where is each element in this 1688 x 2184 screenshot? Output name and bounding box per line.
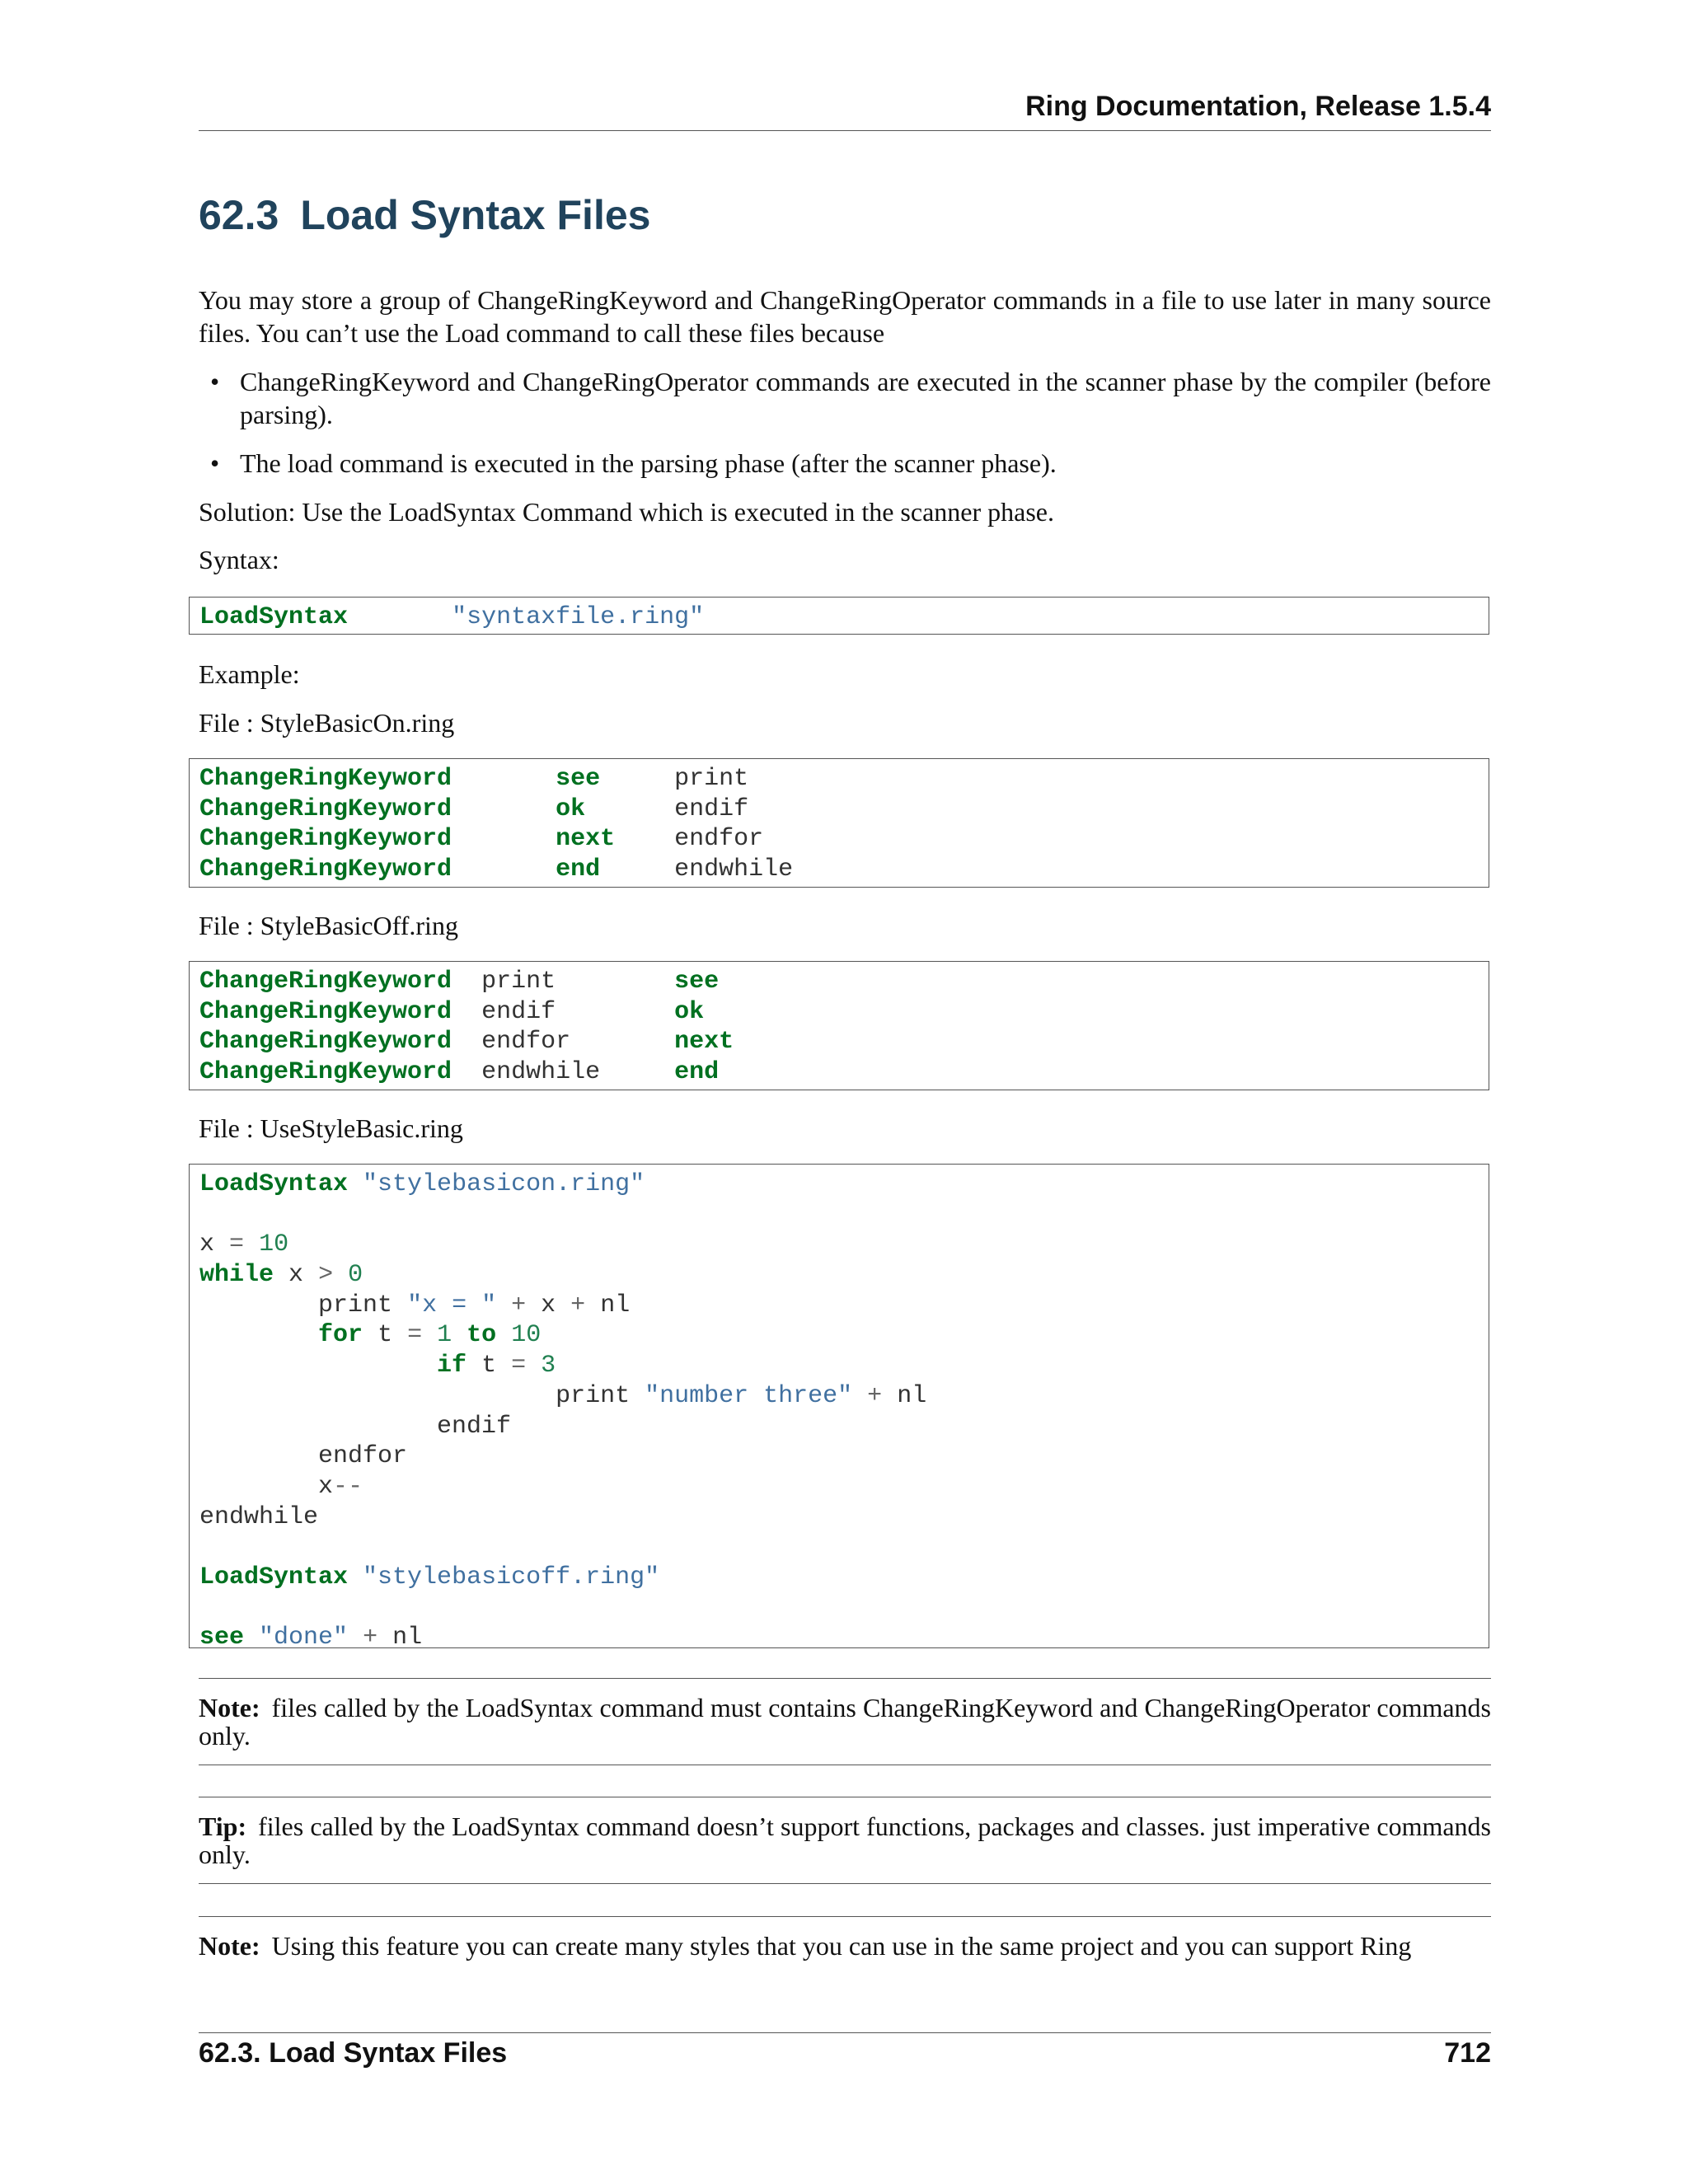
code-keyword: end bbox=[674, 1058, 720, 1087]
code-line bbox=[199, 1472, 1489, 1502]
code-string: "stylebasicon.ring" bbox=[363, 1170, 645, 1198]
code-line bbox=[199, 1593, 1489, 1624]
code-keyword: ChangeRingKeyword bbox=[199, 1058, 482, 1087]
code-line bbox=[199, 1563, 1489, 1593]
code-keyword: ChangeRingKeyword bbox=[199, 855, 556, 884]
code-line bbox=[199, 602, 1489, 633]
code-line bbox=[199, 967, 1489, 997]
code-operator: = bbox=[229, 1230, 245, 1259]
code-line bbox=[199, 1412, 1489, 1442]
code-identifier: nl bbox=[897, 1381, 927, 1410]
code-line bbox=[199, 1351, 1489, 1381]
code-identifier: endfor bbox=[318, 1442, 408, 1471]
code-keyword: for bbox=[318, 1321, 363, 1350]
code-plain: endif bbox=[481, 997, 675, 1026]
code-line bbox=[199, 1200, 1489, 1230]
code-line bbox=[199, 1320, 1489, 1351]
code-number: 3 bbox=[541, 1352, 556, 1380]
code-plain: endif bbox=[585, 794, 749, 823]
code-keyword: if bbox=[437, 1352, 467, 1380]
code-string: "number three" bbox=[645, 1381, 853, 1410]
code-keyword: while bbox=[199, 1261, 274, 1290]
code-line bbox=[199, 1532, 1489, 1563]
code-line bbox=[199, 764, 1489, 794]
bullet-marker: • bbox=[210, 448, 220, 478]
code-identifier: x bbox=[318, 1472, 334, 1501]
code-line bbox=[199, 1169, 1489, 1200]
tip-title: Tip: bbox=[199, 1811, 247, 1841]
code-block-stylebasicon bbox=[189, 758, 1489, 888]
example-label: Example: bbox=[199, 659, 300, 689]
document-page bbox=[199, 0, 1491, 2184]
code-operator: = bbox=[511, 1352, 527, 1380]
code-line bbox=[199, 1291, 1489, 1321]
code-keyword: see bbox=[556, 765, 601, 793]
code-operator: + bbox=[867, 1381, 883, 1410]
code-keyword: ChangeRingKeyword bbox=[199, 794, 556, 823]
note-admonition bbox=[199, 1916, 1491, 1975]
file-label: File : UseStyleBasic.ring bbox=[199, 1113, 463, 1143]
tip-text: Tip: files called by the LoadSyntax command doesn’t support functions, packages and classes. just imperative commands only. bbox=[199, 1811, 1491, 1869]
code-line bbox=[199, 1260, 1489, 1291]
page-number: 712 bbox=[1444, 2037, 1491, 2069]
code-identifier: nl bbox=[600, 1291, 631, 1319]
code-line bbox=[199, 1027, 1489, 1057]
syntax-label: Syntax: bbox=[199, 545, 279, 574]
code-line bbox=[199, 1057, 1489, 1088]
solution-paragraph: Solution: Use the LoadSyntax Command which is executed in the scanner phase. bbox=[199, 497, 1054, 527]
intro-paragraph: You may store a group of ChangeRingKeyword and ChangeRingOperator commands in a file to use later in many source files. You can’t use the Load command to call these files because bbox=[199, 285, 1491, 348]
code-number: 0 bbox=[348, 1261, 363, 1290]
code-identifier: x bbox=[199, 1230, 215, 1259]
bullet-item bbox=[210, 365, 1491, 431]
code-number: 10 bbox=[259, 1230, 289, 1259]
code-plain: endwhile bbox=[600, 855, 794, 884]
code-plain: print bbox=[600, 765, 749, 793]
code-keyword: LoadSyntax bbox=[199, 1170, 349, 1198]
note-admonition bbox=[199, 1678, 1491, 1765]
code-keyword: next bbox=[674, 1028, 734, 1057]
code-identifier: t bbox=[377, 1321, 393, 1350]
note-title: Note: bbox=[199, 1693, 260, 1722]
code-keyword: ok bbox=[674, 997, 705, 1026]
note-text: Note: files called by the LoadSyntax command must contains ChangeRingKeyword and ChangeRingOperator commands only. bbox=[199, 1693, 1491, 1750]
code-keyword: ok bbox=[556, 794, 586, 823]
code-line bbox=[199, 855, 1489, 885]
code-identifier: print bbox=[318, 1291, 393, 1319]
code-line bbox=[199, 1381, 1489, 1412]
code-plain: endfor bbox=[481, 1028, 675, 1057]
syntax-code-block bbox=[189, 597, 1489, 635]
bullet-text: ChangeRingKeyword and ChangeRingOperator commands are executed in the scanner phase by the compiler (before parsing). bbox=[240, 367, 1491, 429]
code-keyword: end bbox=[556, 855, 601, 884]
code-identifier: nl bbox=[392, 1624, 423, 1652]
bullet-item bbox=[210, 447, 1491, 480]
code-identifier: endif bbox=[437, 1412, 512, 1441]
code-keyword: to bbox=[467, 1321, 497, 1350]
code-string: "stylebasicoff.ring" bbox=[363, 1563, 660, 1591]
code-line bbox=[199, 997, 1489, 1028]
code-operator: > bbox=[318, 1261, 334, 1290]
code-keyword: LoadSyntax bbox=[199, 1563, 349, 1591]
bullet-marker: • bbox=[210, 367, 220, 396]
code-keyword: ChangeRingKeyword bbox=[199, 765, 556, 793]
file-label: File : StyleBasicOn.ring bbox=[199, 708, 455, 738]
running-header: Ring Documentation, Release 1.5.4 bbox=[1025, 91, 1491, 122]
code-number: 1 bbox=[437, 1321, 452, 1350]
code-identifier: x bbox=[288, 1261, 304, 1290]
code-keyword: see bbox=[199, 1624, 245, 1652]
note-text: Note: Using this feature you can create many styles that you can use in the same project and you can support Ring bbox=[199, 1931, 1412, 1961]
code-identifier: print bbox=[556, 1381, 631, 1410]
section-number: 62.3 bbox=[199, 192, 279, 238]
file-label: File : StyleBasicOff.ring bbox=[199, 911, 458, 940]
code-identifier: x bbox=[541, 1291, 556, 1319]
code-line bbox=[199, 1230, 1489, 1260]
code-string: "x = " bbox=[407, 1291, 497, 1319]
footer-section: 62.3. Load Syntax Files bbox=[199, 2037, 508, 2069]
code-line bbox=[199, 1502, 1489, 1533]
code-keyword: ChangeRingKeyword bbox=[199, 1028, 482, 1057]
tip-admonition bbox=[199, 1797, 1491, 1884]
code-block-stylebasicoff bbox=[189, 961, 1489, 1090]
code-keyword: see bbox=[674, 968, 720, 996]
code-keyword: next bbox=[556, 825, 616, 854]
code-block-usestylebasic bbox=[189, 1164, 1489, 1652]
code-keyword: LoadSyntax bbox=[199, 603, 349, 631]
code-operator: - bbox=[348, 1472, 363, 1501]
code-operator: + bbox=[511, 1291, 527, 1319]
code-string: "syntaxfile.ring" bbox=[452, 603, 705, 631]
code-operator: + bbox=[363, 1624, 378, 1652]
code-operator: - bbox=[333, 1472, 349, 1501]
code-line bbox=[199, 824, 1489, 855]
code-string: "done" bbox=[259, 1624, 349, 1652]
code-line bbox=[199, 794, 1489, 825]
code-operator: + bbox=[570, 1291, 586, 1319]
code-line bbox=[199, 1441, 1489, 1472]
header-rule bbox=[199, 130, 1491, 131]
code-plain: endwhile bbox=[481, 1058, 675, 1087]
bullet-text: The load command is executed in the parsing phase (after the scanner phase). bbox=[240, 448, 1057, 478]
code-keyword: ChangeRingKeyword bbox=[199, 968, 482, 996]
code-number: 10 bbox=[511, 1321, 542, 1350]
section-title: Load Syntax Files bbox=[300, 192, 651, 238]
section-heading bbox=[199, 191, 650, 239]
code-plain: print bbox=[481, 968, 675, 996]
code-plain: endfor bbox=[615, 825, 764, 854]
code-keyword: ChangeRingKeyword bbox=[199, 825, 556, 854]
code-line bbox=[199, 1623, 1489, 1653]
code-identifier: endwhile bbox=[199, 1502, 319, 1531]
code-operator: = bbox=[407, 1321, 423, 1350]
code-identifier: t bbox=[481, 1352, 497, 1380]
note-title: Note: bbox=[199, 1931, 260, 1961]
footer-rule bbox=[199, 2032, 1491, 2033]
code-keyword: ChangeRingKeyword bbox=[199, 997, 482, 1026]
